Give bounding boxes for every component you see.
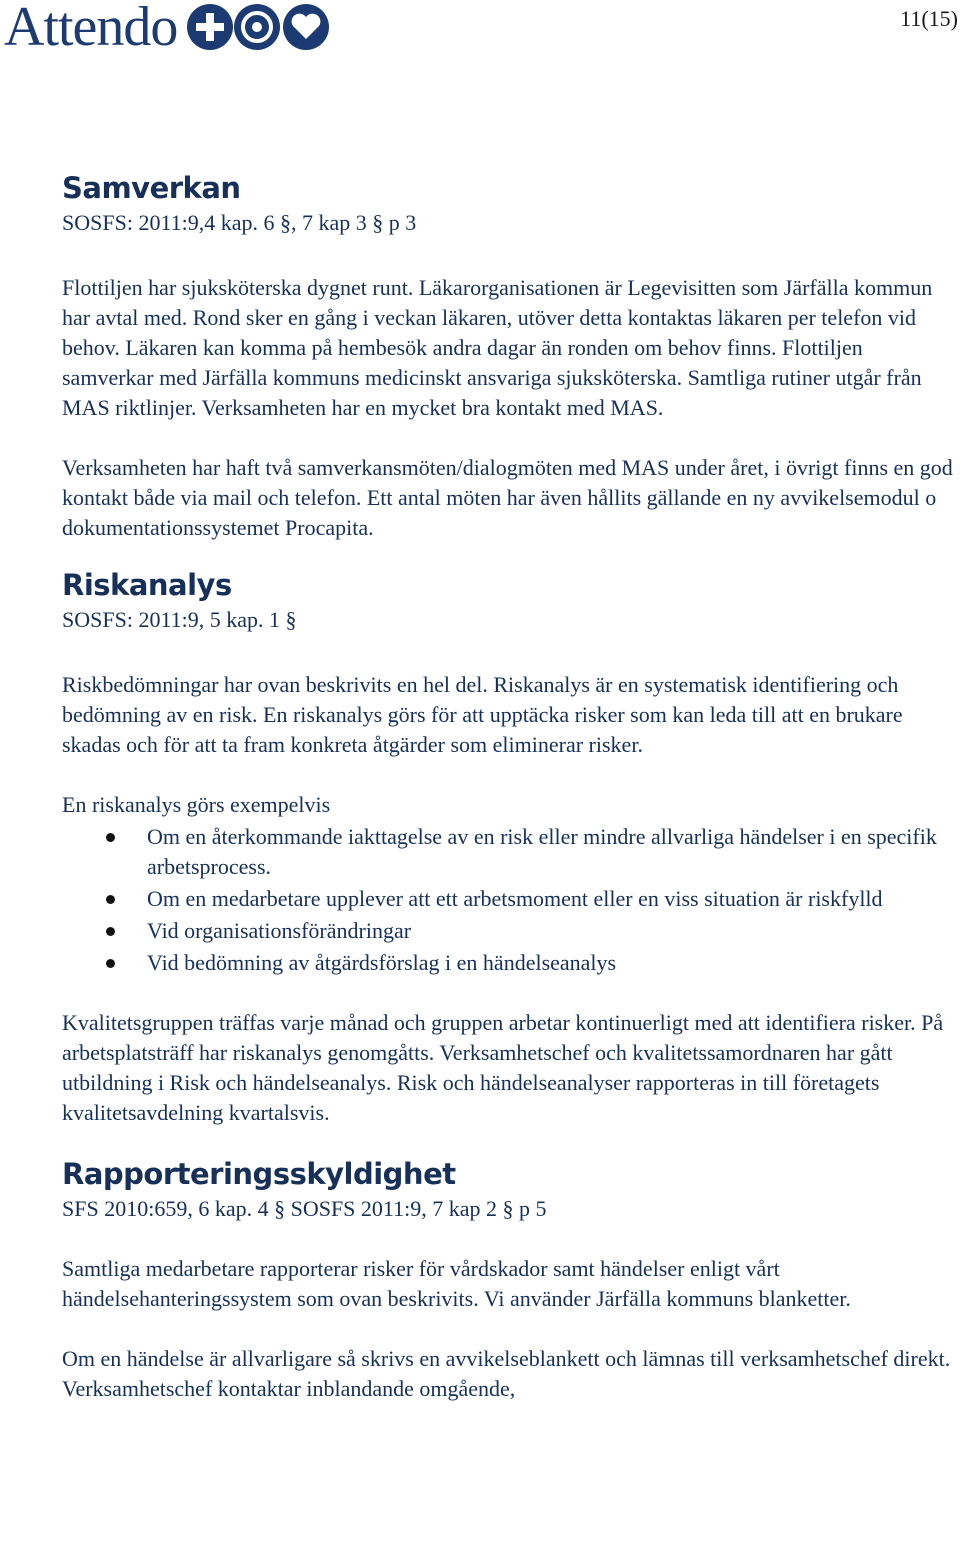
heading-rapportering: Rapporteringsskyldighet bbox=[62, 1157, 456, 1191]
bullet-icon bbox=[106, 959, 115, 968]
paragraph-rapportering-1: Samtliga medarbetare rapporterar risker för vårdskador samt händelser enligt vårt händelsehanteringssystem som ovan beskrivits. Vi använder Järfälla kommuns blanketter. bbox=[62, 1256, 851, 1311]
page-number: 11(15) bbox=[900, 6, 958, 31]
paragraph-rapportering-2: Om en händelse är allvarligare så skrivs en avvikelseblankett och lämnas till verksamhetschef direkt. Verksamhetschef kontaktar inblandande omgående, bbox=[62, 1346, 951, 1401]
paragraph-samverkan-2: Verksamheten har haft två samverkansmöten/dialogmöten med MAS under året, i övrigt finns en god kontakt både via mail och telefon. Ett antal möten har även hållits gällande en ny avvikelsemodul o dokumentationssystemet Procapita. bbox=[62, 455, 953, 540]
document-body bbox=[62, 168, 958, 1404]
list-item: Om en återkommande iakttagelse av en risk eller mindre allvarliga händelser i en specifik arbetsprocess. bbox=[62, 822, 958, 882]
reference-riskanalys: SOSFS: 2011:9, 5 kap. 1 § bbox=[62, 607, 297, 632]
list-intro: En riskanalys görs exempelvis bbox=[62, 792, 331, 817]
attendo-logo bbox=[4, 0, 335, 58]
reference-rapportering: SFS 2010:659, 6 kap. 4 § SOSFS 2011:9, 7 kap 2 § p 5 bbox=[62, 1196, 547, 1221]
heading-samverkan: Samverkan bbox=[62, 171, 241, 205]
list-item: Vid bedömning av åtgärdsförslag i en händelseanalys bbox=[62, 948, 958, 978]
bullet-icon bbox=[106, 927, 115, 936]
heading-riskanalys: Riskanalys bbox=[62, 568, 232, 602]
paragraph-samverkan-1: Flottiljen har sjuksköterska dygnet runt. Läkarorganisationen är Legevisitten som Järfälla kommun har avtal med. Rond sker en gång i veckan läkaren, utöver detta kontaktas läkaren per telefon vid behov. Läkaren kan komma på hembesök andra dagar än ronden om behov finns. Flottiljen samverkar med Järfälla kommuns medicinskt ansvariga sjuksköterska. Samtliga rutiner utgår från MAS riktlinjer. Verksamheten har en mycket bra kontakt med MAS. bbox=[62, 275, 933, 420]
list-item: Om en medarbetare upplever att ett arbetsmoment eller en viss situation är riskfylld bbox=[62, 884, 958, 914]
bullet-icon bbox=[106, 833, 115, 842]
logo-symbols bbox=[185, 2, 335, 52]
risk-examples-list bbox=[62, 822, 958, 978]
logo-text: Attendo bbox=[4, 0, 178, 58]
reference-samverkan: SOSFS: 2011:9,4 kap. 6 §, 7 kap 3 § p 3 bbox=[62, 210, 417, 235]
list-item: Vid organisationsförändringar bbox=[62, 916, 958, 946]
logo-circles-icon bbox=[185, 2, 335, 52]
paragraph-riskanalys-1: Riskbedömningar har ovan beskrivits en hel del. Riskanalys är en systematisk identifiering och bedömning av en risk. En riskanalys görs för att upptäcka risker som kan leda till att en brukare skadas och för att ta fram konkreta åtgärder som eliminerar risker. bbox=[62, 672, 903, 757]
paragraph-riskanalys-2: Kvalitetsgruppen träffas varje månad och gruppen arbetar kontinuerligt med att identifiera risker. På arbetsplatsträff har riskanalys genomgåtts. Verksamhetschef och kvalitetssamordnaren har gått utbildning i Risk och händelseanalys. Risk och händelseanalyser rapporteras in till företagets kvalitetsavdelning kvartalsvis. bbox=[62, 1010, 944, 1125]
bullet-icon bbox=[106, 895, 115, 904]
